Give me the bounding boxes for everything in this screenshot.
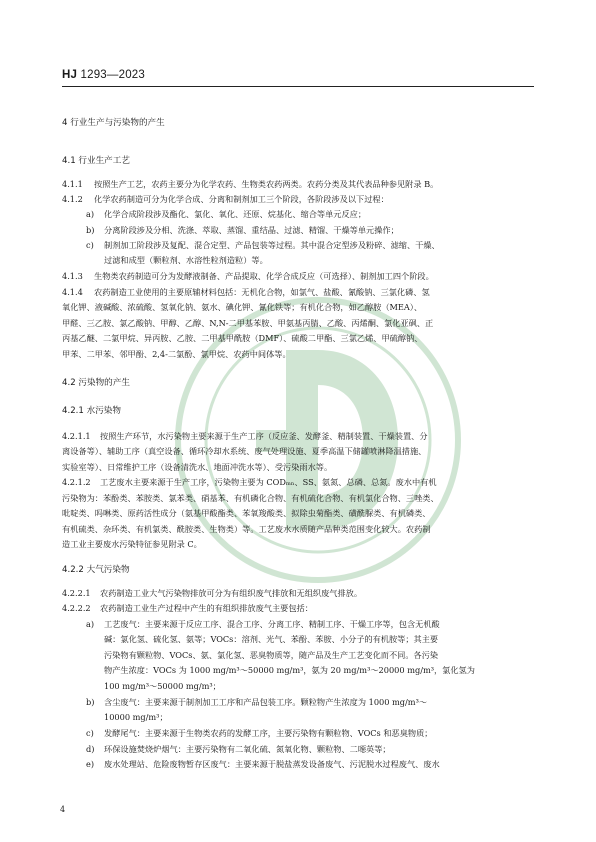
item-label: c) <box>86 728 94 738</box>
list-item <box>86 728 433 739</box>
clause-line: 造工业主要废水污染特征参见附录 C。 <box>62 539 202 549</box>
item-label: b) <box>86 225 95 235</box>
item-label: c) <box>86 240 94 250</box>
list-item <box>86 209 366 220</box>
section-4-1-title: 4.1 行业生产工艺 <box>62 156 130 166</box>
item-text: 含尘废气：主要来源于制剂加工工序和产品包装工序。颗粒物产生浓度为 1000 mg/m³～ <box>104 697 428 707</box>
clause-text: 按照生产环节，水污染物主要来源于生产工序（反应釜、发酵釜、精制装置、干燥装置、分 <box>100 431 428 441</box>
list-item-continuation: 100 mg/m³～50000 mg/m³； <box>104 681 221 691</box>
clause-4-2-2-1 <box>62 588 362 599</box>
clause-number: 4.2.1.1 <box>62 431 91 441</box>
clause-line: 污染物为：苯酚类、苯胺类、氯苯类、硝基苯、有机磷化合物、有机硫化合物、有机氯化合物、三唑类、 <box>62 493 439 503</box>
list-item-continuation: 污染物有颗粒物、VOCs、氨、氯化氢、恶臭物质等，随产品及生产工艺变化而不同。各污染 <box>104 650 439 660</box>
item-text: 分离阶段涉及分相、洗涤、萃取、蒸馏、重结晶、过滤、精馏、干燥等单元操作； <box>104 225 399 235</box>
section-4-2-title: 4.2 污染物的产生 <box>62 378 130 388</box>
item-text: 废水处理站、危险废物暂存区废气：主要来源于脱盐蒸发设备废气、污泥脱水过程废气、废水 <box>104 759 440 769</box>
section-4-2-1-title: 4.2.1 水污染物 <box>62 406 121 416</box>
clause-4-1-3 <box>62 271 434 282</box>
clause-text: 化学农药制造可分为化学合成、分离和制剂加工三个阶段，各阶段涉及以下过程： <box>94 194 389 204</box>
header-rule <box>62 86 534 87</box>
clause-4-1-4 <box>62 287 430 298</box>
clause-number: 4.1.3 <box>62 271 83 281</box>
clause-4-1-2 <box>62 194 389 205</box>
item-label: a) <box>86 209 95 219</box>
list-item-continuation: 物产生浓度：VOCs 为 1000 mg/m³～50000 mg/m³，氨为 20 mg/m³～20000 mg/m³，氯化氢为 <box>104 665 475 675</box>
clause-text: 生物类农药制造可分为发酵液制备、产品提取、化学合成反应（可选择）、制剂加工四个阶段。 <box>94 271 434 281</box>
list-item <box>86 697 427 708</box>
clause-number: 4.2.1.2 <box>62 477 91 487</box>
clause-number: 4.1.4 <box>62 287 83 297</box>
list-item-continuation: 10000 mg/m³； <box>104 712 168 722</box>
clause-line: 丙基乙醚、二氯甲烷、异丙胺、乙胺、二甲基甲酰胺（DMF）、硫酸二甲酯、三氯乙烯、甲硫醇钠、 <box>62 333 423 343</box>
clause-line: 吡啶类、吗啉类、原药活性成分（氨基甲酸酯类、苯氧羧酸类、拟除虫菊酯类、磺酰脲类、有机磷类、 <box>62 508 431 518</box>
clause-text: 农药制造工业大气污染物排放可分为有组织废气排放和无组织废气排放。 <box>100 588 363 598</box>
section-4-2-2-title: 4.2.2 大气污染物 <box>62 565 130 575</box>
list-item <box>86 240 440 251</box>
clause-line: 实验室等）、日常维护工序（设备清洗水、地面冲洗水等）、受污染雨水等。 <box>62 462 333 472</box>
list-item <box>86 225 399 236</box>
clause-text: 农药制造工业使用的主要原辅材料包括：无机化合物，如氯气、盐酸、氰酸钠、三氯化磷、氢 <box>94 287 430 297</box>
clause-line: 甲苯、二甲苯、邻甲酚、2,4-二氯酚、氯甲烷、农药中间体等。 <box>62 349 291 359</box>
item-label: a) <box>86 619 95 629</box>
clause-text: 农药制造工业生产过程中产生的有组织排放废气主要包括： <box>100 603 313 613</box>
clause-number: 4.2.2.2 <box>62 603 91 613</box>
list-item-continuation: 碱：氯化氢、硫化氢、氨等；VOCs：溶剂、光气、苯酚、苯胺、小分子的有机胺等；其主要 <box>104 634 439 644</box>
clause-4-1-1 <box>62 179 438 190</box>
list-item-continuation: 过滤和成型（颗粒剂、水溶性粒剂造粒）等。 <box>104 255 268 265</box>
clause-number: 4.2.2.1 <box>62 588 91 598</box>
clause-line: 有机硫类、杂环类、有机氯类、酰胺类、生物类）等。工艺废水水质随产品种类范围变化较大。农药制 <box>62 524 431 534</box>
clause-line: 氧化钾、液碱酸、浓硫酸、氢氧化钠、氨水、碘化钾、氰化铁等；有机化合物，如乙醇胺（MEA）、 <box>62 302 423 312</box>
standard-code <box>62 69 145 81</box>
item-text: 工艺废气：主要来源于反应工序、混合工序、分离工序、精制工序、干燥工序等，包含无机酸 <box>104 619 440 629</box>
list-item <box>86 619 440 630</box>
item-text: 制剂加工阶段涉及复配、混合定型、产品包装等过程。其中混合定型涉及粉碎、滤缩、干燥、 <box>104 240 440 250</box>
page-number: 4 <box>60 805 66 814</box>
section-4-title: 4 行业生产与污染物的产生 <box>62 118 165 128</box>
item-text: 环保设施焚烧炉烟气：主要污染物有二氧化硫、氮氧化物、颗粒物、二噁英等； <box>104 744 391 754</box>
item-label: e) <box>86 759 95 769</box>
clause-4-2-1-1 <box>62 431 428 442</box>
clause-number: 4.1.2 <box>62 194 83 204</box>
clause-text: 工艺废水主要来源于生产工序，污染物主要为 CODₘₙ、SS、氨氮、总磷、总氮。废水中有机 <box>100 477 437 487</box>
standard-number: 1293—2023 <box>80 69 145 81</box>
standard-prefix: HJ <box>62 69 78 81</box>
clause-text: 按照生产工艺，农药主要分为化学农药、生物类农药两类。农药分类及其代表品种参见附录 B。 <box>94 179 439 189</box>
clause-line: 离设备等）、辅助工序（真空设备、循环冷却水系统、废气处理设施、夏季高温下储罐喷淋降温措施、 <box>62 446 427 456</box>
list-item <box>86 759 440 770</box>
clause-line: 甲醛、三乙胺、氯乙酸钠、甲醇、乙醇、N,N-二甲基苯胺、甲氨基丙腈、乙酸、丙烯酮、氯化亚砜、正 <box>62 318 434 328</box>
item-text: 化学合成阶段涉及酯化、氯化、氧化、还原、烷基化、缩合等单元反应； <box>104 209 367 219</box>
item-label: d) <box>86 744 95 754</box>
clause-4-2-2-2 <box>62 603 313 614</box>
clause-number: 4.1.1 <box>62 179 83 189</box>
clause-4-2-1-2 <box>62 477 437 488</box>
list-item <box>86 744 391 755</box>
item-text: 发酵尾气：主要来源于生物类农药的发酵工序，主要污染物有颗粒物、VOCs 和恶臭物质； <box>104 728 433 738</box>
item-label: b) <box>86 697 95 707</box>
